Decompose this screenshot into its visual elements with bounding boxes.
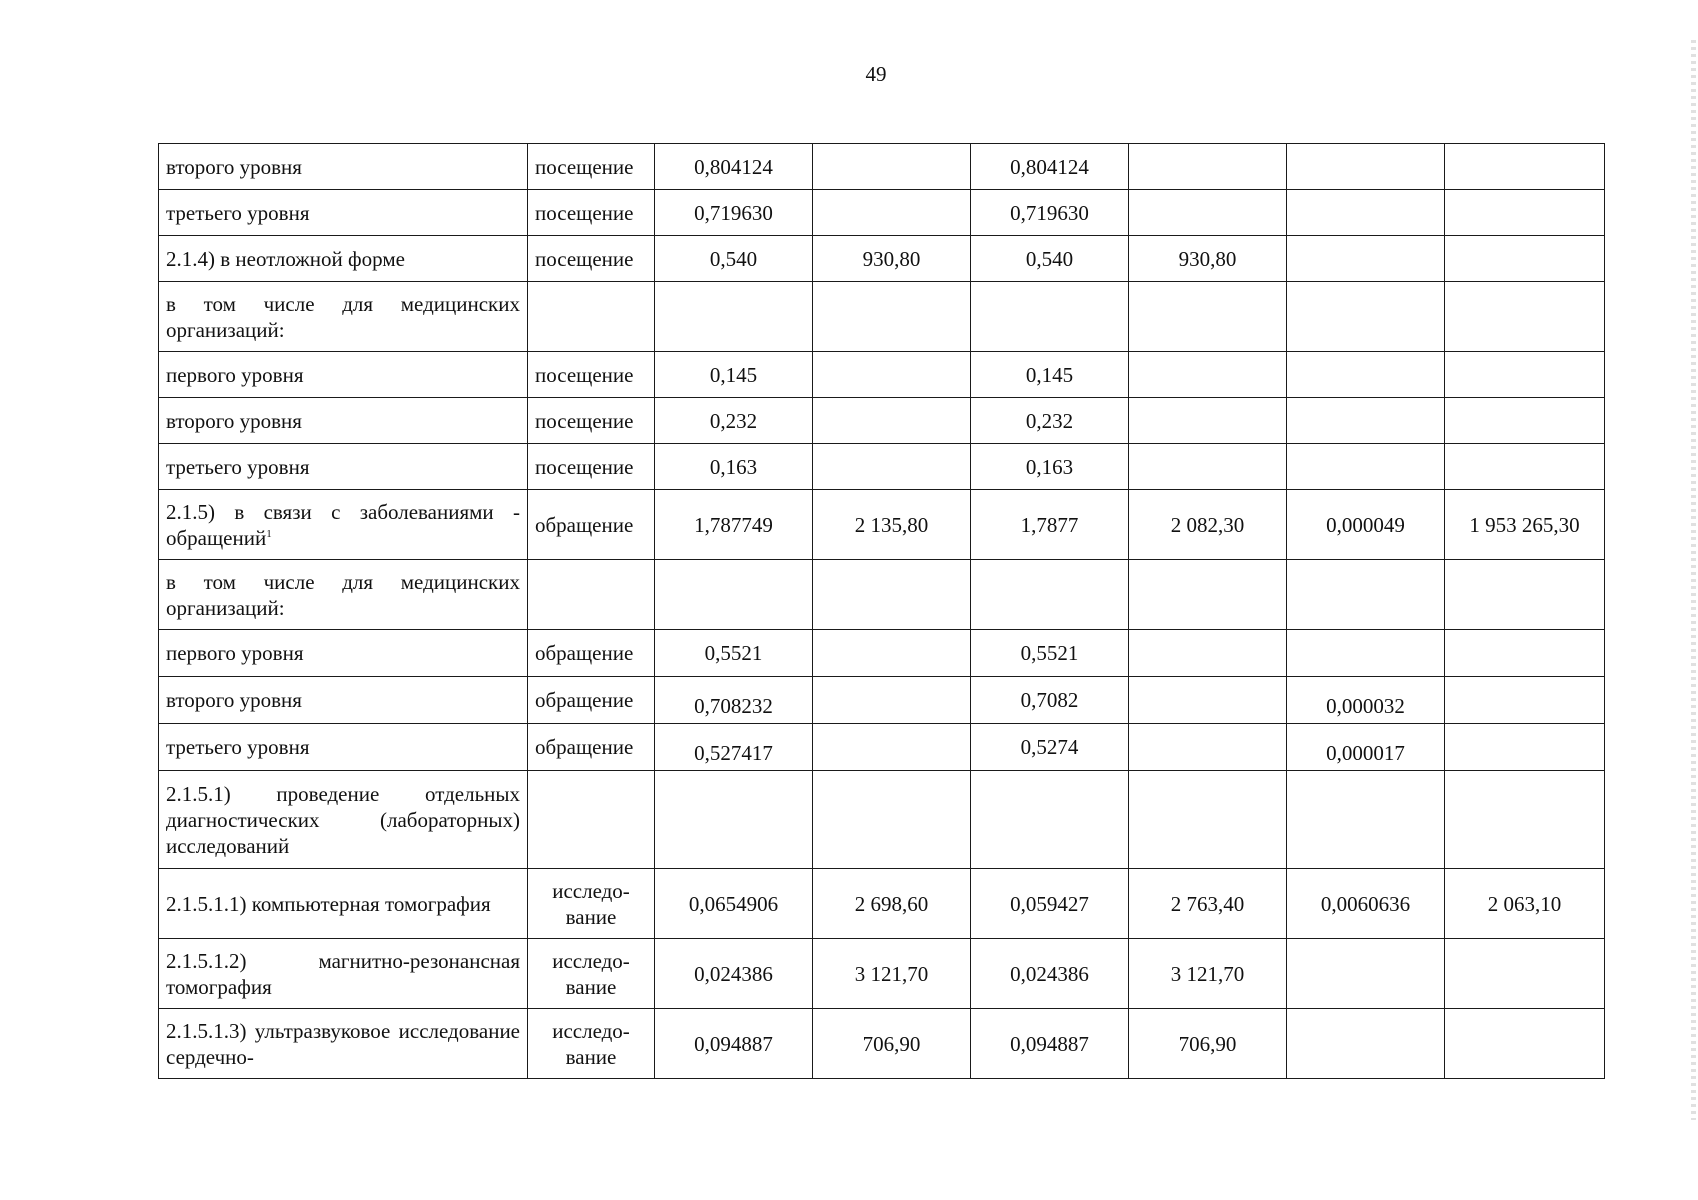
cell-value [1129, 190, 1287, 236]
row-name: в том числе для медицинских организаций: [159, 282, 528, 352]
cell-value: 0,232 [971, 398, 1129, 444]
cell-value [1445, 190, 1605, 236]
table-row [159, 560, 1605, 630]
table-row [159, 630, 1605, 677]
cell-value: 0,024386 [971, 939, 1129, 1009]
table-row [159, 939, 1605, 1009]
cell-value [813, 398, 971, 444]
unit-line: вание [565, 974, 617, 999]
cell-value [1129, 677, 1287, 724]
cell-value [1287, 444, 1445, 490]
row-unit [528, 1009, 655, 1079]
cell-value [1129, 560, 1287, 630]
cell-value [1129, 724, 1287, 771]
table-row [159, 677, 1605, 724]
cell-value [813, 190, 971, 236]
cell-value: 2 135,80 [813, 490, 971, 560]
cell-value [1445, 444, 1605, 490]
row-name: 2.1.5.1.3) ультразвуковое исследование сердечно- [159, 1009, 528, 1079]
cell-value: 0,719630 [655, 190, 813, 236]
row-name: второго уровня [159, 144, 528, 190]
cell-value [813, 444, 971, 490]
cell-value: 0,0060636 [1287, 869, 1445, 939]
cell-value: 0,000049 [1287, 490, 1445, 560]
cell-value: 3 121,70 [813, 939, 971, 1009]
scan-edge-artifact [1691, 40, 1696, 1120]
cell-value: 0,527417 [655, 724, 813, 771]
table-row [159, 444, 1605, 490]
cell-value: 2 698,60 [813, 869, 971, 939]
cell-value [655, 282, 813, 352]
row-name: третьего уровня [159, 444, 528, 490]
cell-value [1129, 282, 1287, 352]
cell-value: 0,7082 [971, 677, 1129, 724]
cell-value: 0,163 [655, 444, 813, 490]
cell-value: 0,163 [971, 444, 1129, 490]
unit-line: исследо- [552, 948, 630, 973]
row-name: второго уровня [159, 398, 528, 444]
cell-value [971, 771, 1129, 869]
cell-value [1287, 398, 1445, 444]
cell-value [813, 724, 971, 771]
row-name [159, 490, 528, 560]
cell-value [1129, 630, 1287, 677]
cell-value [1445, 560, 1605, 630]
cell-value [1445, 144, 1605, 190]
row-unit: обращение [528, 677, 655, 724]
table-row [159, 869, 1605, 939]
cell-value [1445, 352, 1605, 398]
cell-value: 0,0654906 [655, 869, 813, 939]
cell-value [1287, 282, 1445, 352]
row-name-text: 2.1.5.1.1) компьютерная томография [166, 891, 491, 916]
cell-value: 0,232 [655, 398, 813, 444]
cell-value: 0,059427 [971, 869, 1129, 939]
cell-value: 0,804124 [971, 144, 1129, 190]
cell-value: 0,708232 [655, 677, 813, 724]
cell-value: 930,80 [813, 236, 971, 282]
cell-value [1129, 444, 1287, 490]
cell-value [655, 560, 813, 630]
table-row [159, 398, 1605, 444]
cell-value [971, 560, 1129, 630]
row-unit [528, 771, 655, 869]
row-name: 2.1.4) в неотложной форме [159, 236, 528, 282]
unit-line: исследо- [552, 878, 630, 903]
row-unit [528, 939, 655, 1009]
row-unit: посещение [528, 398, 655, 444]
unit-line: вание [565, 904, 617, 929]
footnote-marker: 1 [266, 527, 272, 540]
row-name [159, 869, 528, 939]
cell-value: 0,5521 [655, 630, 813, 677]
row-unit: посещение [528, 352, 655, 398]
row-name: 2.1.5.1) проведение отдельных диагностических (лабораторных) исследований [159, 771, 528, 869]
cell-value: 706,90 [1129, 1009, 1287, 1079]
row-unit [528, 282, 655, 352]
cell-value [1445, 1009, 1605, 1079]
cell-value [813, 352, 971, 398]
cell-value: 0,000017 [1287, 724, 1445, 771]
cell-value [1445, 677, 1605, 724]
cell-value [813, 677, 971, 724]
cell-value [1287, 771, 1445, 869]
table-row [159, 352, 1605, 398]
table-row [159, 771, 1605, 869]
row-unit: посещение [528, 144, 655, 190]
unit-line: исследо- [552, 1018, 630, 1043]
cell-value [1129, 398, 1287, 444]
cell-value: 1 953 265,30 [1445, 490, 1605, 560]
cell-value: 0,094887 [655, 1009, 813, 1079]
row-unit: посещение [528, 444, 655, 490]
row-unit: посещение [528, 190, 655, 236]
row-name: третьего уровня [159, 190, 528, 236]
cell-value [813, 630, 971, 677]
cell-value: 0,540 [655, 236, 813, 282]
cell-value: 0,5521 [971, 630, 1129, 677]
cell-value [1287, 352, 1445, 398]
cell-value: 706,90 [813, 1009, 971, 1079]
table-row [159, 190, 1605, 236]
cell-value [1287, 144, 1445, 190]
data-table [158, 143, 1605, 1079]
cell-value [1287, 939, 1445, 1009]
row-name: в том числе для медицинских организаций: [159, 560, 528, 630]
row-unit: обращение [528, 490, 655, 560]
row-unit: обращение [528, 724, 655, 771]
row-unit: посещение [528, 236, 655, 282]
cell-value: 0,024386 [655, 939, 813, 1009]
unit-line: вание [565, 1044, 617, 1069]
cell-value [1129, 352, 1287, 398]
cell-value: 1,787749 [655, 490, 813, 560]
cell-value [1445, 282, 1605, 352]
table-row [159, 1009, 1605, 1079]
cell-value: 0,719630 [971, 190, 1129, 236]
row-name-text: 2.1.5) в связи с заболеваниями - обращений [166, 499, 520, 550]
cell-value [1445, 771, 1605, 869]
cell-value [1445, 630, 1605, 677]
cell-value: 2 063,10 [1445, 869, 1605, 939]
cell-value: 0,804124 [655, 144, 813, 190]
cell-value [1287, 1009, 1445, 1079]
cell-value [1129, 771, 1287, 869]
table-row [159, 144, 1605, 190]
cell-value [1445, 939, 1605, 1009]
cell-value [1287, 236, 1445, 282]
cell-value [1287, 630, 1445, 677]
cell-value: 930,80 [1129, 236, 1287, 282]
cell-value [1445, 398, 1605, 444]
row-name: первого уровня [159, 630, 528, 677]
cell-value [1287, 190, 1445, 236]
row-name: третьего уровня [159, 724, 528, 771]
cell-value [971, 282, 1129, 352]
row-unit [528, 869, 655, 939]
table-row [159, 490, 1605, 560]
cell-value: 0,094887 [971, 1009, 1129, 1079]
cell-value: 0,145 [655, 352, 813, 398]
row-name: второго уровня [159, 677, 528, 724]
cell-value: 0,000032 [1287, 677, 1445, 724]
cell-value: 2 082,30 [1129, 490, 1287, 560]
cell-value: 3 121,70 [1129, 939, 1287, 1009]
cell-value [813, 771, 971, 869]
row-name: 2.1.5.1.2) магнитно-резонансная томография [159, 939, 528, 1009]
cell-value [813, 560, 971, 630]
cell-value [1445, 724, 1605, 771]
row-name: первого уровня [159, 352, 528, 398]
cell-value [813, 144, 971, 190]
cell-value: 0,540 [971, 236, 1129, 282]
row-unit: обращение [528, 630, 655, 677]
row-unit [528, 560, 655, 630]
table-row [159, 724, 1605, 771]
cell-value: 2 763,40 [1129, 869, 1287, 939]
cell-value [655, 771, 813, 869]
cell-value [1287, 560, 1445, 630]
cell-value: 0,5274 [971, 724, 1129, 771]
cell-value [1445, 236, 1605, 282]
table-row [159, 282, 1605, 352]
cell-value [1129, 144, 1287, 190]
table-row [159, 236, 1605, 282]
cell-value [813, 282, 971, 352]
page-number: 49 [865, 62, 887, 86]
cell-value: 1,7877 [971, 490, 1129, 560]
cell-value: 0,145 [971, 352, 1129, 398]
